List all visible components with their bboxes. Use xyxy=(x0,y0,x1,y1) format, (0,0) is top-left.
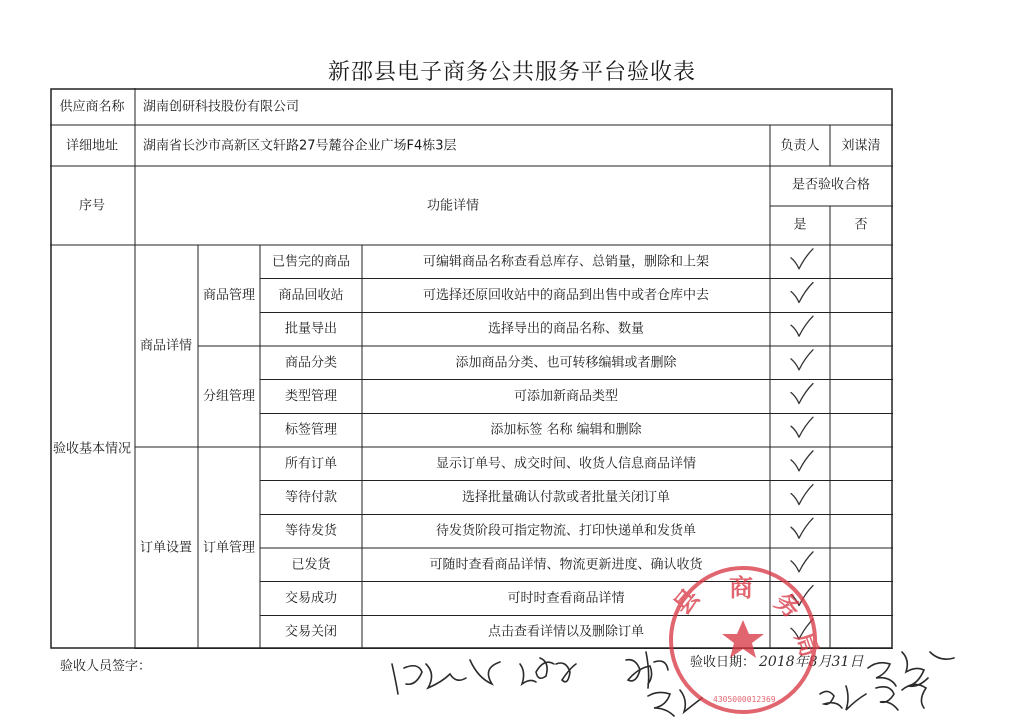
row-item: 标签管理 xyxy=(284,422,338,438)
address-value: 湖南省长沙市高新区文轩路27号麓谷企业广场F4栋3层 xyxy=(143,138,457,154)
owner-value: 刘谋清 xyxy=(841,138,881,154)
svg-text:4305000012369: 4305000012369 xyxy=(713,695,776,704)
acceptance-date-value: 2018年8月31日 xyxy=(759,654,864,670)
svg-text:务: 务 xyxy=(769,587,806,625)
svg-text:县: 县 xyxy=(668,583,706,620)
row-desc: 点击查看详情以及删除订单 xyxy=(487,624,645,640)
pass-header: 是否验收合格 xyxy=(791,177,871,193)
row-desc: 可编辑商品名称查看总库存、总销量，删除和上架 xyxy=(422,254,710,270)
owner-label: 负责人 xyxy=(780,138,820,154)
svg-text:局: 局 xyxy=(789,628,824,661)
row-desc: 添加商品分类、也可转移编辑或者删除 xyxy=(455,355,677,371)
row-desc: 可随时查看商品详情、物流更新进度、确认收货 xyxy=(429,557,703,573)
yes-header: 是 xyxy=(793,217,807,233)
row-item: 等待付款 xyxy=(284,490,338,506)
subsection-label: 分组管理 xyxy=(202,389,256,405)
row-desc: 可添加新商品类型 xyxy=(513,389,619,405)
row-item: 所有订单 xyxy=(284,456,338,472)
row-item: 等待发货 xyxy=(284,523,338,539)
section-label: 订单设置 xyxy=(139,540,193,556)
row-desc: 显示订单号、成交时间、收货人信息商品详情 xyxy=(435,456,697,472)
subsection-label: 订单管理 xyxy=(202,540,256,556)
row-desc: 选择批量确认付款或者批量关闭订单 xyxy=(461,490,671,506)
row-desc: 可选择还原回收站中的商品到出售中或者仓库中去 xyxy=(422,288,710,304)
seq-header: 序号 xyxy=(78,198,106,214)
address-label: 详细地址 xyxy=(65,138,119,154)
row-item: 类型管理 xyxy=(284,389,338,405)
func-header: 功能详情 xyxy=(426,198,480,214)
row-item: 商品回收站 xyxy=(278,288,344,304)
row-desc: 可时时查看商品详情 xyxy=(507,591,625,607)
svg-text:商: 商 xyxy=(729,574,753,602)
row-item: 已售完的商品 xyxy=(271,254,351,270)
row-desc: 添加标签 名称 编辑和删除 xyxy=(490,422,642,438)
acceptance-date-label: 验收日期： xyxy=(690,655,756,670)
section-label: 商品详情 xyxy=(139,338,193,354)
supplier-value: 湖南创研科技股份有限公司 xyxy=(143,99,300,115)
row-item: 交易成功 xyxy=(284,591,338,607)
row-item: 批量导出 xyxy=(284,321,338,337)
row-item: 交易关闭 xyxy=(284,624,338,640)
row-item: 已发货 xyxy=(291,557,331,573)
row-desc: 待发货阶段可指定物流、打印快递单和发货单 xyxy=(435,523,697,539)
group-label: 验收基本情况 xyxy=(52,441,132,457)
page-title: 新邵县电子商务公共服务平台验收表 xyxy=(327,60,696,85)
signers-label: 验收人员签字： xyxy=(60,659,152,674)
no-header: 否 xyxy=(854,217,868,233)
row-desc: 选择导出的商品名称、数量 xyxy=(487,321,645,337)
supplier-label: 供应商名称 xyxy=(59,99,125,115)
subsection-label: 商品管理 xyxy=(202,288,256,304)
row-item: 商品分类 xyxy=(284,355,338,371)
